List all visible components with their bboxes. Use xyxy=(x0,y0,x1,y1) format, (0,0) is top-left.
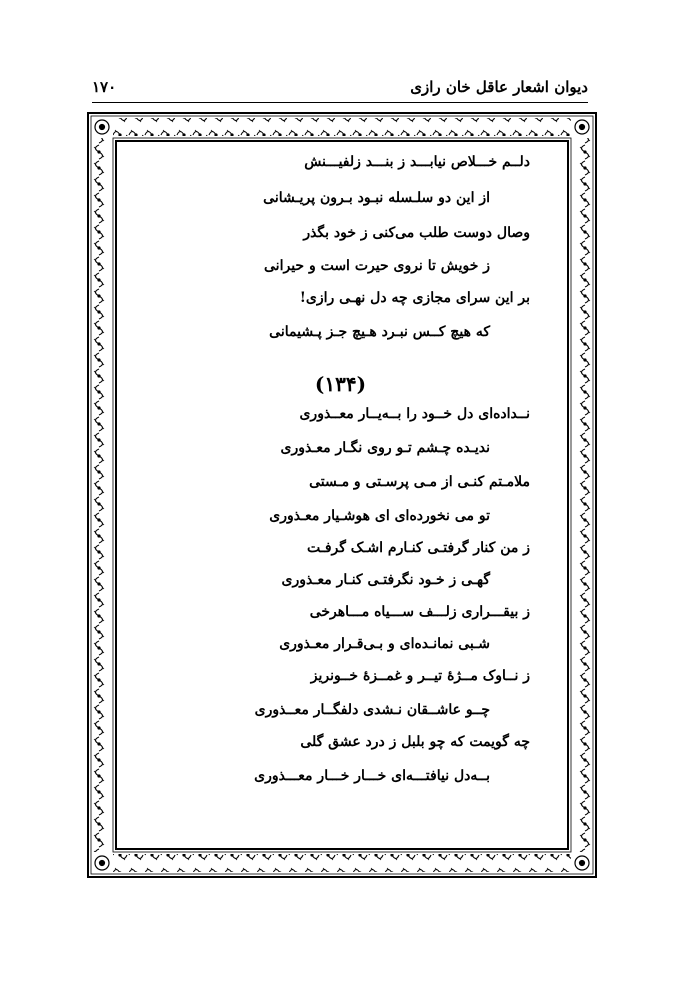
verse-line: بر این سرای مجازی چه دل نهـی رازی! xyxy=(299,290,530,306)
verse-line: ز نــاوک مــژهٔ تیــر و غمــزهٔ خــونریز xyxy=(310,668,530,684)
verse-line: ندیـده چـشم تـو روی نگـار معـذوری xyxy=(280,440,490,456)
verse-line: دلــم خـــلاص نیابـــد ز بنـــد زلفیـــنش xyxy=(304,154,530,170)
verse-line: تو می نخورده‌ای ای هوشـیار معـذوری xyxy=(269,508,490,524)
verse-line: ملامـتم کنـی از مـی پرسـتی و مـستی xyxy=(309,474,530,490)
verse-line: ز خویش تا نروی حیرت است و حیرانی xyxy=(264,258,490,274)
verse-line: ز بیقـــراری زلـــف ســـیاه مـــاهرخی xyxy=(309,604,530,620)
page-number: ۱۷۰ xyxy=(92,78,117,96)
book-title: دیوان اشعار عاقل خان رازی xyxy=(410,78,588,96)
verse-line: چــو عاشــقان نـشدی دلفگــار معــذوری xyxy=(254,702,490,718)
verse-line: چه گویمت که چو بلبل ز درد عشق گلی xyxy=(300,734,530,750)
verse-line: که هیچ کــس نبـرد هـیچ جـز پـشیمانی xyxy=(269,324,490,340)
verse-line: گهـی ز خـود نگرفتـی کنـار معـذوری xyxy=(281,572,490,588)
verse-line: شـبی نمانـده‌ای و بـی‌قـرار معـذوری xyxy=(279,636,490,652)
poem-number-heading: (۱۳۴) xyxy=(314,372,367,396)
verse-line: ز من کنار گرفتـی کنـارم اشـک گرفـت xyxy=(306,540,530,556)
verse-line: نــداده‌ای دل خــود را بــه‌یــار معــذوری xyxy=(299,406,530,422)
verse-line: از این دو سلـسله نبـود بـرون پریـشانی xyxy=(263,190,490,206)
verse-line: بــه‌دل نیافتـــه‌ای خـــار خـــار معـــذوری xyxy=(254,768,490,784)
verse-line: وصال دوست طلب می‌کنی ز خود بگذر xyxy=(303,225,530,241)
